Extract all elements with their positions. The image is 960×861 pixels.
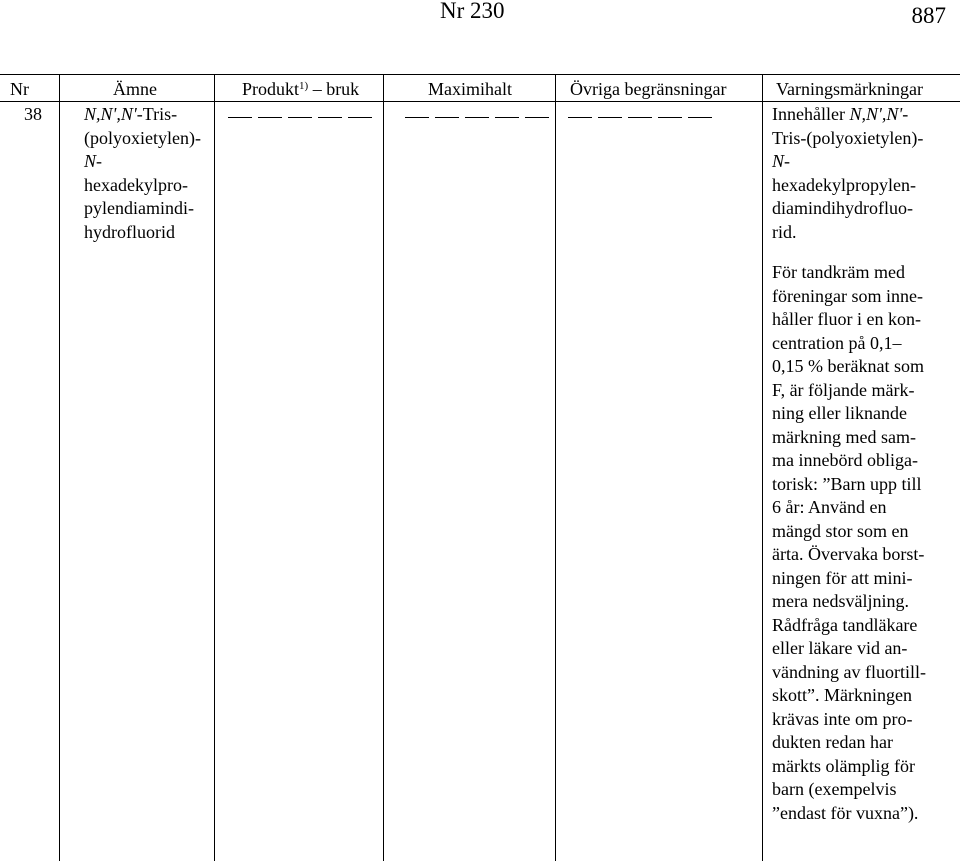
amne-italic-n: N — [84, 151, 97, 171]
column-divider — [383, 74, 384, 861]
amne-tail: - hexadekylpro- pylendiamindi- hydrofluorid — [84, 151, 194, 242]
column-divider — [214, 74, 215, 861]
column-divider — [762, 74, 763, 861]
column-divider — [59, 74, 60, 861]
row-varning-tandkram: För tandkräm med föreningar som inne- håller fluor i en kon- centration på 0,1– 0,15 % beräknat som F, är följande märk- ning eller liknande märkning med sam- ma innebörd obliga- torisk: ”Barn upp till 6 år: Använd en mängd stor som en ärta. Övervaka borst- ningen för att mini- mera nedsväljning. Rådfråga tandläkare eller läkare vid an- vändning av fluortill- skott”. Märkningen krävas inte om pro- dukten redan har märkts olämplig för barn (exempelvis ”endast för vuxna”). — [772, 262, 926, 823]
varning-italic: N,N',N' — [849, 104, 903, 124]
header-produkt-label: Produkt — [242, 79, 300, 99]
ovriga-dash-placeholder — [568, 117, 712, 119]
row-nr: 38 — [24, 104, 42, 124]
header-ovriga: Övriga begränsningar — [570, 79, 727, 99]
column-divider — [555, 74, 556, 861]
header-bruk: – bruk — [312, 79, 360, 99]
page-number: 887 — [911, 3, 946, 28]
table-top-rule — [0, 74, 960, 75]
header-produkt-footnote: 1) — [299, 80, 309, 92]
amne-italic-prefix: N,N',N' — [84, 104, 137, 124]
row-amne — [84, 103, 214, 244]
issue-label: Nr 230 — [440, 0, 505, 23]
maximihalt-dash-placeholder — [405, 117, 549, 119]
varning-text: - Tris-(polyoxietylen)- — [772, 104, 924, 148]
varning-italic-n: N — [772, 151, 785, 171]
varning-prefix: Innehåller — [772, 104, 850, 124]
varning-tail: - hexadekylpropylen- diamindihydrofluo- rid. — [772, 151, 916, 242]
header-nr: Nr — [10, 79, 29, 99]
header-produkt — [242, 77, 359, 101]
table-header-rule — [0, 101, 960, 102]
row-varning — [772, 103, 957, 244]
header-maximihalt: Maximihalt — [428, 79, 512, 99]
amne-text: -Tris- (polyoxietylen)- — [84, 104, 201, 148]
header-varning: Varningsmärkningar — [776, 79, 923, 99]
header-amne: Ämne — [113, 79, 157, 99]
produkt-dash-placeholder — [228, 117, 372, 119]
